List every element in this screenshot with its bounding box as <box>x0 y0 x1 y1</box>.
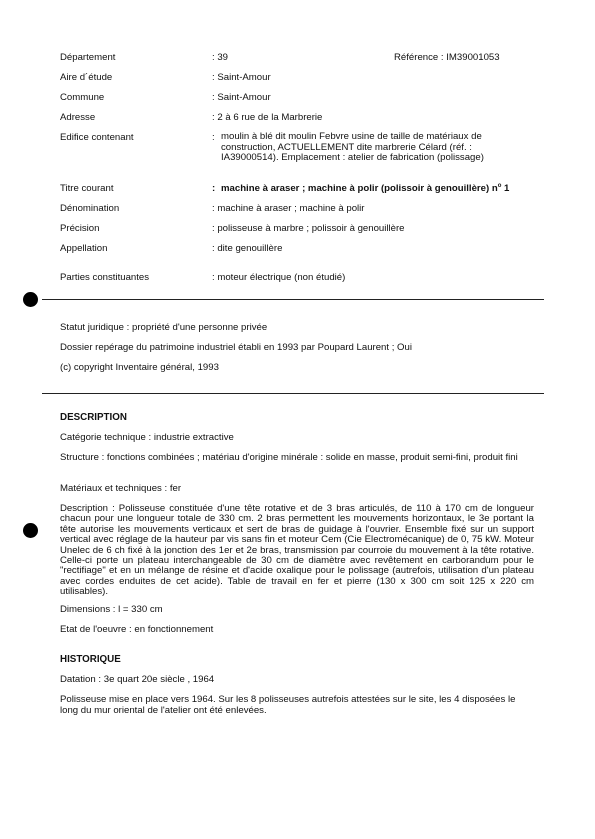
description-text: Description : Polisseuse constituée d'une tête rotative et de 3 bras articulés, de 110 à 170 cm de longueur chacun pour une longueur totale de 330 cm. 2 bras permettent les mouvements horizontaux, le 3e portant la tête autorise les mouvements verticaux et sert de bras de guidage à l'ouvrier. Ensemble fixé sur un support vertical avec réglage de la hauteur par vis sans fin et moteur Cem (Cie Electromécanique) de 0, 75 kW. Moteur Unelec de 6 ch fixé à la jonction des 1er et 2e bras, transmission par courroie du mouvement à la tête rotative. Celle-ci porte un plateau interchangeable de 30 cm de diamètre avec revêtement en carborandum pour le "rectifiage" et en un mélange de résine et d'acide oxalique pour le polissage (autrefois, utilisation d'un plateau avec cordes enduites de cet acide). Table de travail en fer et pierre (130 x 300 cm soit 125 x 220 cm utilisables). <box>60 503 534 598</box>
titre-label: Titre courant <box>60 183 114 194</box>
titre-number: 1 <box>501 183 510 194</box>
dimensions-text: Dimensions : l = 330 cm <box>60 604 163 615</box>
divider-line-bottom <box>42 393 544 394</box>
departement-value: : 39 <box>212 52 229 63</box>
edifice-label: Edifice contenant <box>60 132 134 143</box>
copyright-notice: (c) copyright Inventaire général, 1993 <box>60 362 219 373</box>
parties-value: : moteur électrique (non étudié) <box>212 272 346 283</box>
dossier-info: Dossier repérage du patrimoine industriel établi en 1993 par Poupard Laurent ; Oui <box>60 342 412 353</box>
materiaux-text: Matériaux et techniques : fer <box>60 483 182 494</box>
precision-label: Précision <box>60 223 100 234</box>
denomination-label: Dénomination <box>60 203 120 214</box>
adresse-label: Adresse <box>60 112 96 123</box>
departement-label: Département <box>60 52 116 63</box>
appellation-value: : dite genouillère <box>212 243 283 254</box>
structure-text: Structure : fonctions combinées ; matériau d'origine minérale : solide en masse, produit semi-fini, produit fini <box>60 452 518 463</box>
categorie-technique: Catégorie technique : industrie extractive <box>60 432 234 443</box>
appellation-label: Appellation <box>60 243 108 254</box>
description-heading: DESCRIPTION <box>60 412 127 423</box>
parties-label: Parties constituantes <box>60 272 150 283</box>
reference-number: Référence : IM39001053 <box>394 52 500 63</box>
commune-value: : Saint-Amour <box>212 92 271 103</box>
edifice-value: moulin à blé dit moulin Febvre usine de taille de matériaux de construction, ACTUELLEMENT dite marbrerie Célard (réf. : IA39000514). Emplacement : atelier de fabrication (polissage) <box>221 131 484 164</box>
commune-label: Commune <box>60 92 105 103</box>
edifice-colon: : <box>212 132 215 143</box>
aire-value: : Saint-Amour <box>212 72 271 83</box>
titre-value <box>221 183 524 194</box>
titre-colon: : <box>212 183 216 194</box>
adresse-value: : 2 à 6 rue de la Marbrerie <box>212 112 323 123</box>
historique-heading: HISTORIQUE <box>60 654 121 665</box>
aire-label: Aire d´étude <box>60 72 113 83</box>
binder-hole-top <box>23 292 38 307</box>
historique-text: Polisseuse mise en place vers 1964. Sur les 8 polisseuses autrefois attestées sur le site, les 4 disposées le long du mur oriental de l'atelier ont été enlevées. <box>60 694 516 716</box>
datation-text: Datation : 3e quart 20e siècle , 1964 <box>60 674 215 685</box>
titre-text: machine à araser ; machine à polir (polissoir à genouillère) n <box>221 183 498 194</box>
etat-oeuvre: Etat de l'oeuvre : en fonctionnement <box>60 624 214 635</box>
binder-hole-bottom <box>23 523 38 538</box>
denomination-value: : machine à araser ; machine à polir <box>212 203 365 214</box>
divider-line-top <box>42 299 544 300</box>
statut-juridique: Statut juridique : propriété d'une personne privée <box>60 322 268 333</box>
precision-value: : polisseuse à marbre ; polissoir à genouillère <box>212 223 405 234</box>
titre-sup: o <box>497 182 502 189</box>
